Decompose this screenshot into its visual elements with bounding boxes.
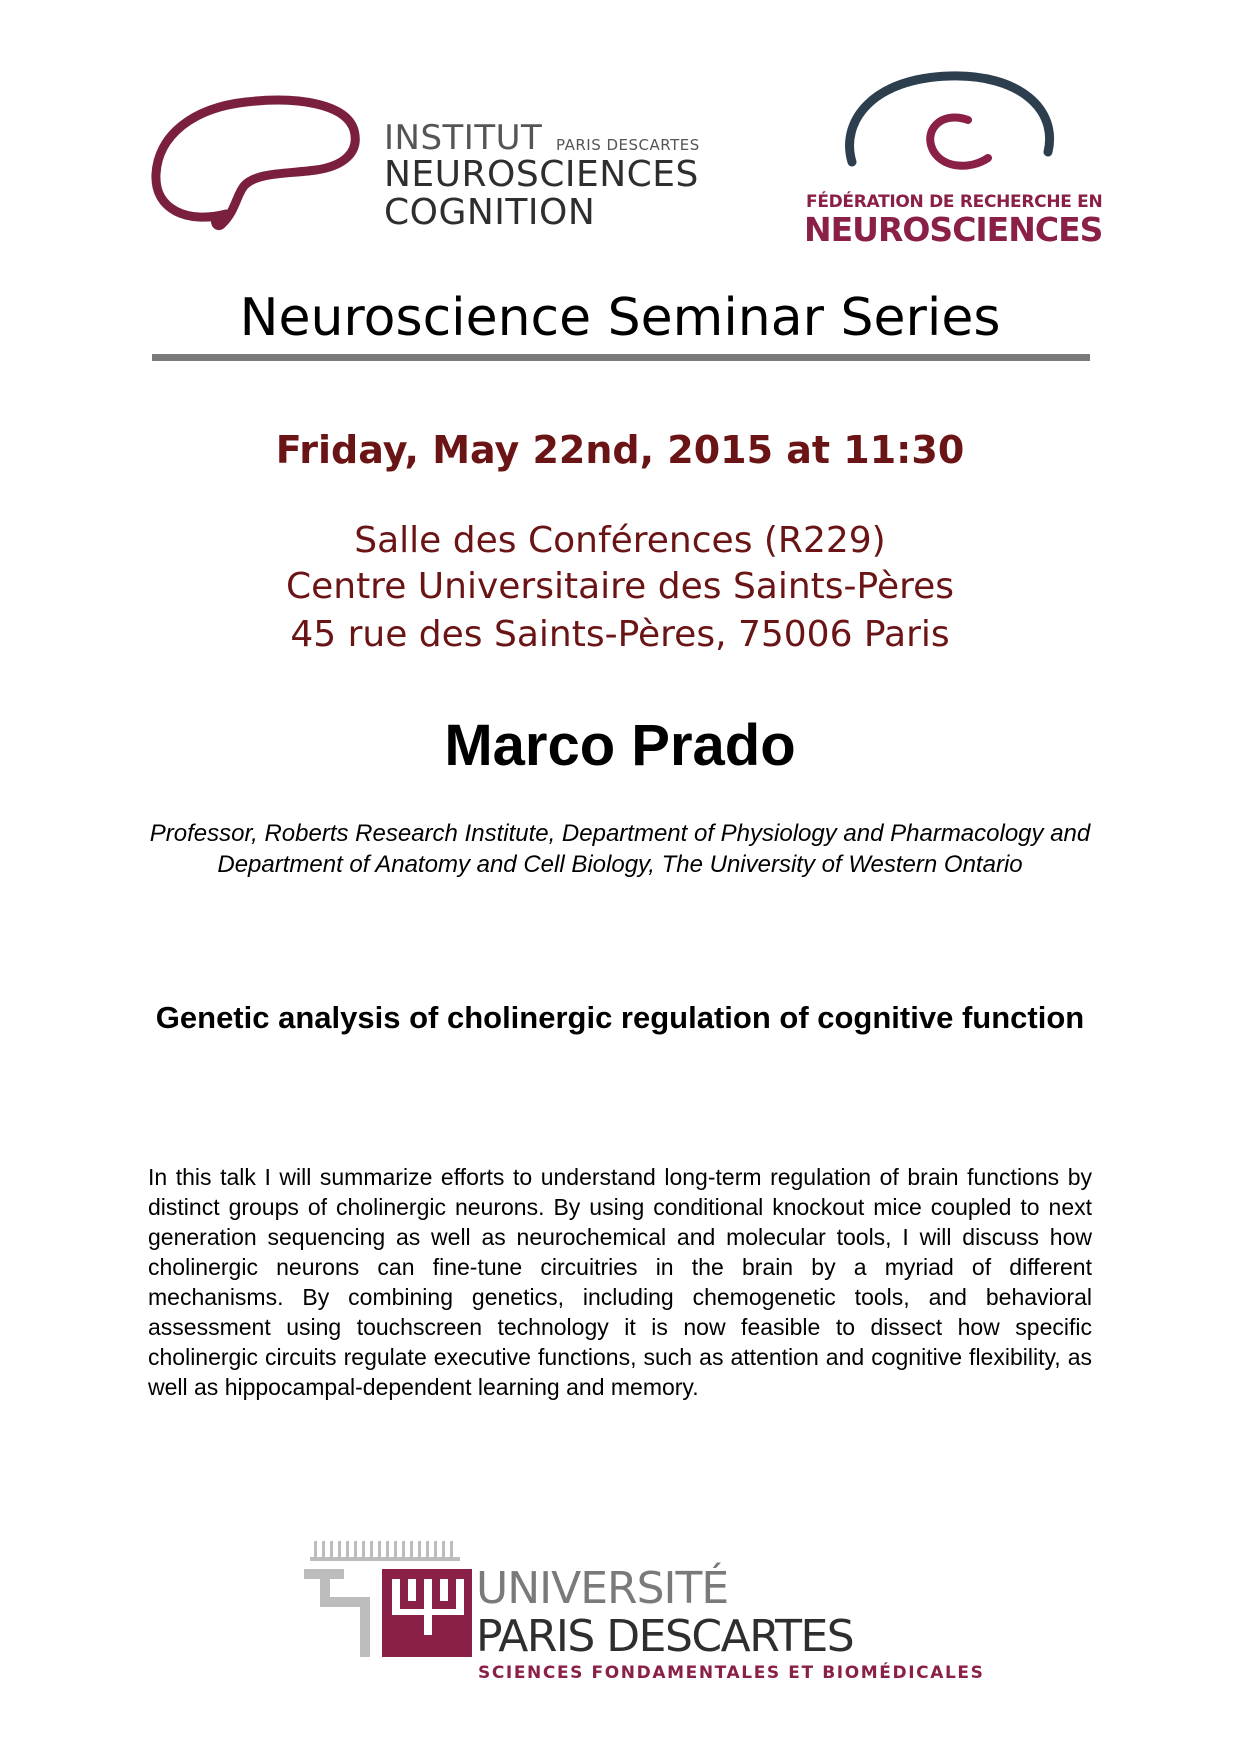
title-divider <box>152 354 1090 361</box>
speaker-name: Marco Prado <box>444 713 796 778</box>
institut-neurosciences-cognition-logo <box>148 90 708 250</box>
federation-arc-icon <box>800 70 1100 195</box>
series-title: Neuroscience Seminar Series <box>239 288 1001 348</box>
institute-logo-line1: INSTITUT <box>384 118 543 158</box>
brain-outline-icon <box>148 90 378 240</box>
federation-logo-line2: NEUROSCIENCES <box>804 210 1103 249</box>
university-logo-line2: PARIS DESCARTES <box>476 1611 854 1662</box>
talk-abstract: In this talk I will summarize efforts to understand long-term regulation of brain functions by distinct groups of cholinergic neurons. By using conditional knockout mice coupled to next generation sequencing as well as neurochemical and molecular tools, I will discuss how cholinergic neurons can fine-tune circuitries in the brain by a myriad of different mechanisms. By combining genetics, including chemogenetic tools, and behavioral assessment using touchscreen technology it is now feasible to dissect how specific cholinergic circuits regulate executive functions, such as attention and cognitive flexibility, as well as hippocampal-dependent learning and memory. <box>148 1164 1092 1400</box>
university-logo-line3: SCIENCES FONDAMENTALES ET BIOMÉDICALES <box>478 1663 985 1683</box>
venue-room: Salle des Conférences (R229) <box>354 520 886 561</box>
universite-paris-descartes-logo <box>300 1535 985 1705</box>
speaker-affiliation: Professor, Roberts Research Institute, Department of Physiology and Pharmacology and Department of Anatomy and Cell Biology, The University of Western Ontario <box>149 820 1091 878</box>
event-date-time: Friday, May 22nd, 2015 at 11:30 <box>275 428 965 472</box>
institute-logo-line2: NEUROSCIENCES <box>384 154 699 195</box>
venue-address: 45 rue des Saints-Pères, 75006 Paris <box>290 614 950 655</box>
university-logo-line1: UNIVERSITÉ <box>476 1563 729 1614</box>
institute-logo-suffix: PARIS DESCARTES <box>556 136 700 154</box>
institute-logo-line3: COGNITION <box>384 192 596 233</box>
venue-centre: Centre Universitaire des Saints-Pères <box>285 566 955 607</box>
university-tree-icon <box>300 1535 475 1665</box>
federation-logo-line1: FÉDÉRATION DE RECHERCHE EN <box>806 192 1103 212</box>
federation-neurosciences-logo <box>800 70 1103 250</box>
talk-title: Genetic analysis of cholinergic regulation of cognitive function <box>155 1000 1085 1035</box>
